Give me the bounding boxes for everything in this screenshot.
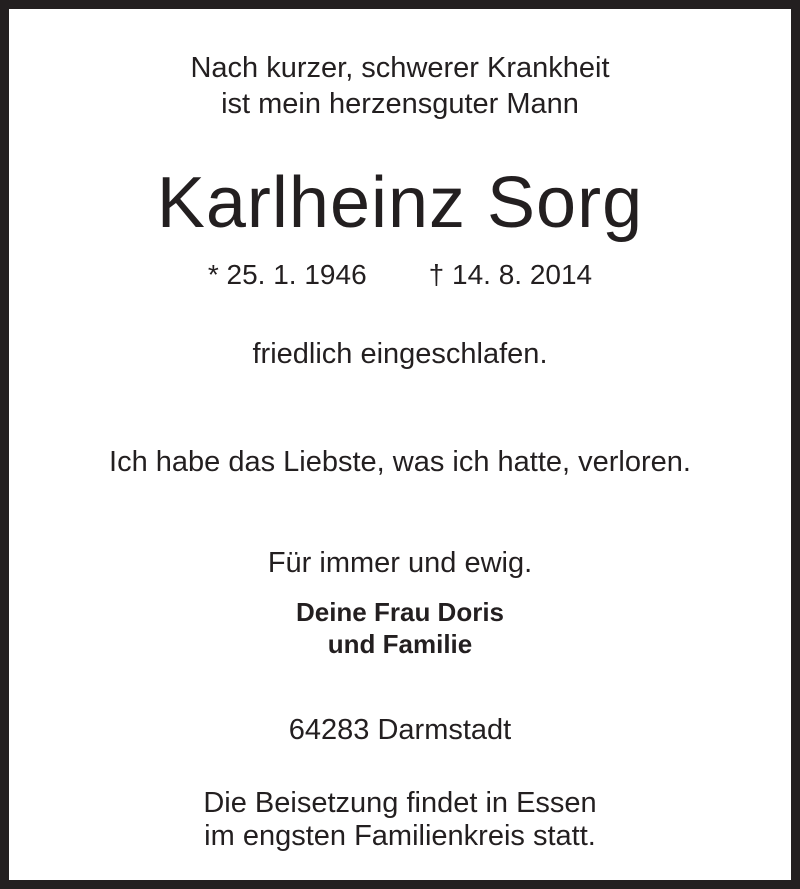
deceased-name: Karlheinz Sorg — [156, 163, 644, 243]
birth-date: * 25. 1. 1946 — [207, 259, 367, 290]
intro-line-2: ist mein herzensguter Mann — [221, 88, 579, 120]
forever-text: Für immer und ewig. — [267, 547, 533, 579]
signatory-line-2: und Familie — [327, 629, 473, 659]
death-date: † 14. 8. 2014 — [428, 259, 593, 290]
burial-line-2: im engsten Familienkreis statt. — [204, 820, 596, 852]
intro-line-1: Nach kurzer, schwerer Krankheit — [190, 52, 610, 84]
life-dates — [9, 261, 791, 289]
location-text: 64283 Darmstadt — [288, 714, 512, 746]
signatory-line-1: Deine Frau Doris — [295, 597, 505, 627]
passing-text: friedlich eingeschlafen. — [252, 338, 548, 370]
burial-line-1: Die Beisetzung findet in Essen — [203, 787, 597, 819]
quote-text: Ich habe das Liebste, was ich hatte, verloren. — [109, 446, 691, 478]
